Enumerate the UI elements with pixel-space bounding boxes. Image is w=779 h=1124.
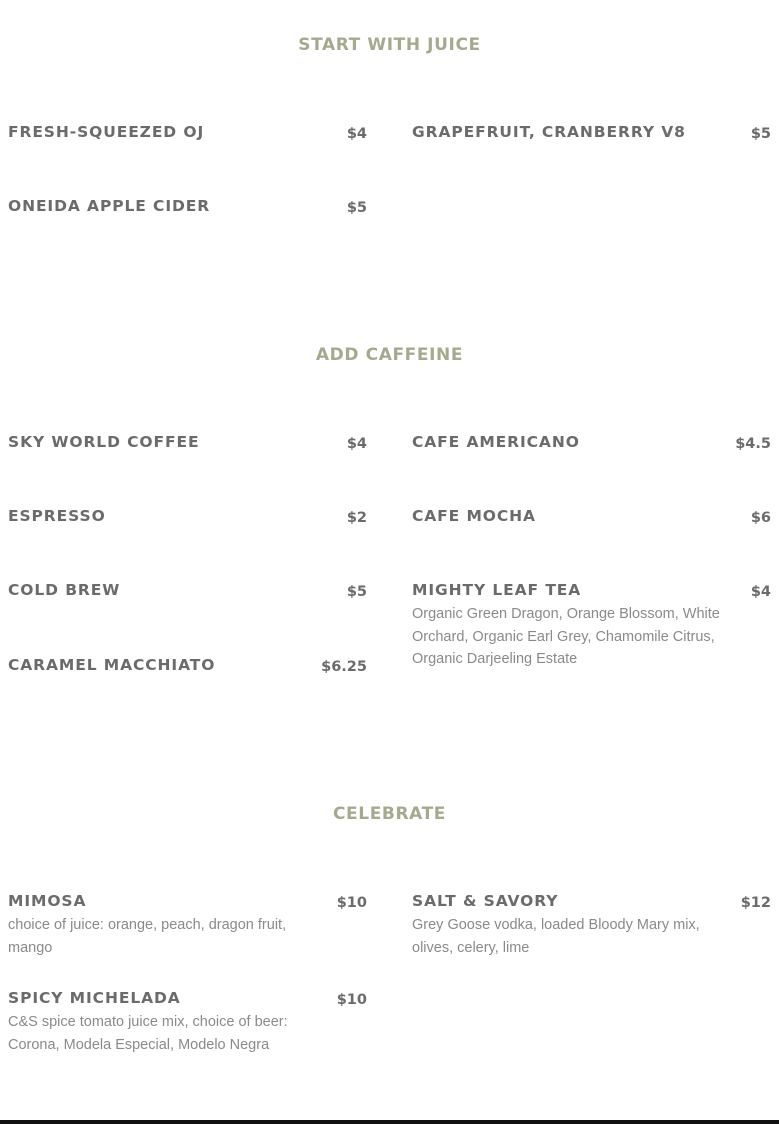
item-name: SPICY MICHELADA [8,989,181,1007]
item-name: CAFE MOCHA [412,507,536,525]
item-price: $5 [346,584,367,600]
item-price: $5 [750,126,771,142]
item-name: COLD BREW [8,581,121,599]
item-price: $5 [346,200,367,216]
menu-item-cafe-americano [412,432,771,452]
item-price: $4 [750,584,771,600]
item-price: $4 [346,126,367,142]
item-name: SKY WORLD COFFEE [8,433,200,451]
section-title-juice: START WITH JUICE [298,35,481,55]
item-description: C&S spice tomato juice mix, choice of beer: Corona, Modela Especial, Modelo Negra [8,1014,288,1053]
bottom-divider [0,1120,779,1124]
menu-item-cafe-mocha [412,506,771,526]
item-description: Grey Goose vodka, loaded Bloody Mary mix, olives, celery, lime [412,917,700,956]
item-description: choice of juice: orange, peach, dragon fruit, mango [8,917,287,956]
item-description: Organic Green Dragon, Orange Blossom, White Orchard, Organic Earl Grey, Chamomile Citrus, Organic Darjeeling Estate [412,606,720,667]
item-name: FRESH-SQUEEZED OJ [8,123,205,141]
item-name: ESPRESSO [8,507,106,525]
menu-item-mighty-leaf-tea [412,580,771,671]
menu-item-spicy-michelada [8,988,367,1056]
item-name: MIGHTY LEAF TEA [412,581,582,599]
item-price: $6.25 [321,659,367,675]
item-price: $10 [336,895,367,911]
item-price: $2 [346,510,367,526]
menu-item-fresh-squeezed-oj [8,122,367,142]
menu-item-espresso [8,506,367,526]
item-price: $6 [750,510,771,526]
item-name: CAFE AMERICANO [412,433,580,451]
item-price: $12 [740,895,771,911]
menu-item-sky-world-coffee [8,432,367,452]
menu-item-mimosa [8,891,367,959]
menu-item-salt-and-savory [412,891,771,959]
item-name: CARAMEL MACCHIATO [8,656,216,674]
item-price: $4.5 [735,436,771,452]
menu-item-oneida-apple-cider [8,196,367,216]
item-price: $10 [336,992,367,1008]
menu-item-cold-brew [8,580,367,600]
section-title-celebrate: CELEBRATE [332,804,447,824]
menu-item-caramel-macchiato [8,655,367,675]
item-price: $4 [346,436,367,452]
section-title-caffeine: ADD CAFFEINE [315,345,464,365]
item-name: GRAPEFRUIT, CRANBERRY V8 [412,123,686,141]
menu-item-grapefruit-cranberry-v8 [412,122,771,142]
item-name: SALT & SAVORY [412,892,559,910]
item-name: MIMOSA [8,892,87,910]
item-name: ONEIDA APPLE CIDER [8,197,211,215]
